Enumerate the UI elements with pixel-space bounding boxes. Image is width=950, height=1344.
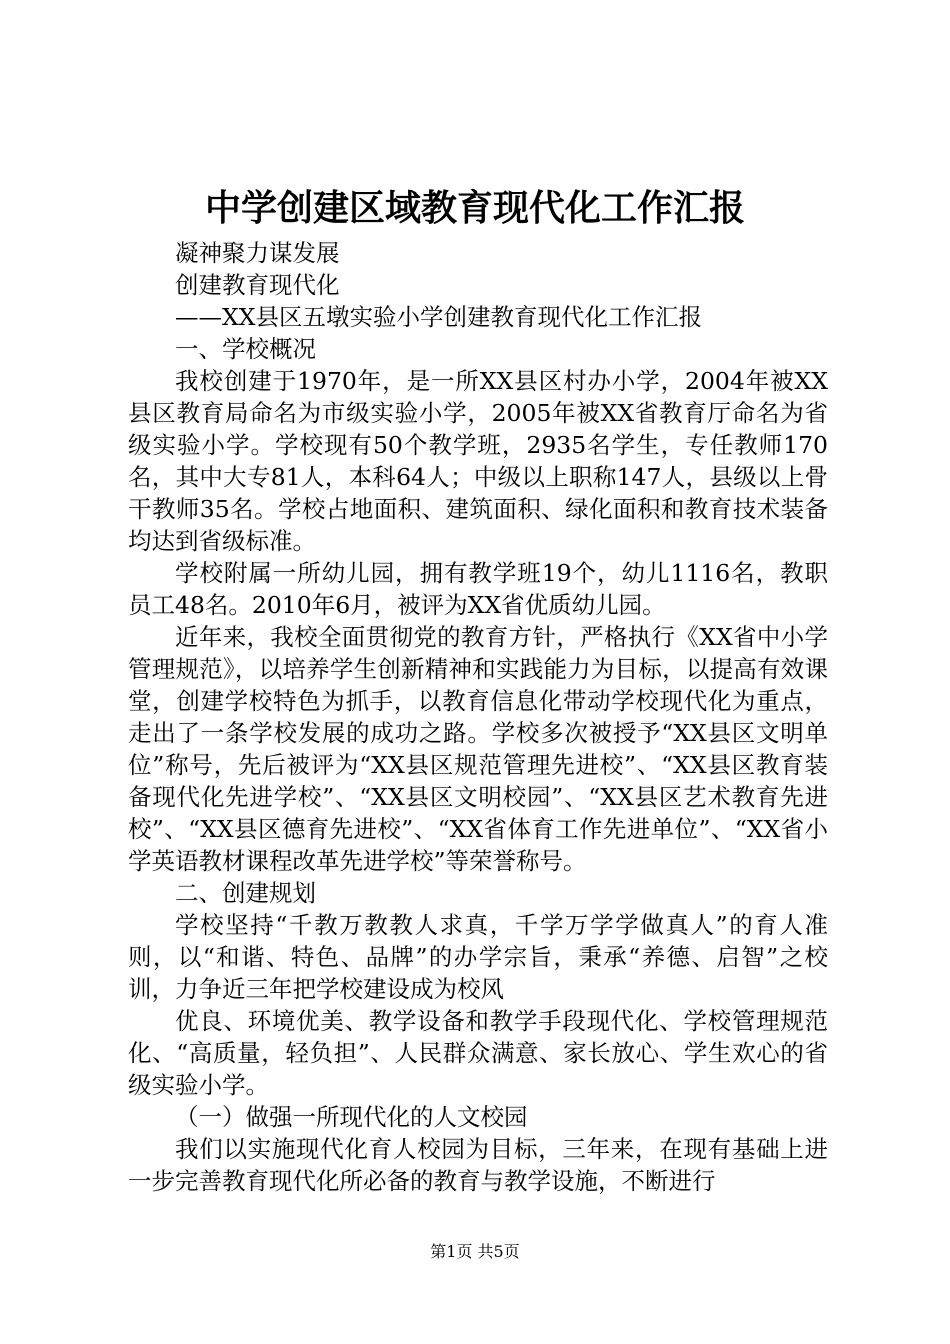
paragraph-subtitle-1: 凝神聚力谋发展 <box>175 239 340 267</box>
paragraph-subtitle-2: 创建教育现代化 <box>175 271 340 299</box>
paragraph: 学校坚持“千教万教教人求真，千学万学学做真人”的育人准则，以“和谐、特色、品牌”的办学宗旨，秉承“养德、启智”之校训，力争近三年把学校建设成为校风 <box>128 911 828 1003</box>
document-title: 中学创建区域教育现代化工作汇报 <box>204 187 745 229</box>
document-body <box>128 237 828 1197</box>
paragraph: 我们以实施现代化育人校园为目标，三年来，在现有基础上进一步完善教育现代化所必备的教育与教学设施，不断进行 <box>128 1135 828 1195</box>
paragraph-subtitle-3: ——XX县区五墩实验小学创建教育现代化工作汇报 <box>175 303 702 331</box>
paragraph: 学校附属一所幼儿园，拥有教学班19个，幼儿1116名，教职员工48名。2010年6月，被评为XX省优质幼儿园。 <box>128 559 828 619</box>
section-heading-2: 二、创建规划 <box>175 879 316 907</box>
subsection-heading-1: （一）做强一所现代化的人文校园 <box>175 1103 528 1131</box>
paragraph: 近年来，我校全面贯彻党的教育方针，严格执行《XX省中小学管理规范》，以培养学生创新精神和实践能力为目标，以提高有效课堂，创建学校特色为抓手，以教育信息化带动学校现代化为重点，走出了一条学校发展的成功之路。学校多次被授予“XX县区文明单位”称号，先后被评为“XX县区规范管理先进校”、“XX县区教育装备现代化先进学校”、“XX县区文明校园”、“XX县区艺术教育先进校”、“XX县区德育先进校”、“XX省体育工作先进单位”、“XX省小学英语教材课程改革先进学校”等荣誉称号。 <box>128 623 828 875</box>
page-footer: 第1页 共5页 <box>430 1242 520 1261</box>
paragraph: 优良、环境优美、教学设备和教学手段现代化、学校管理规范化、“高质量，轻负担”、人民群众满意、家长放心、学生欢心的省级实验小学。 <box>128 1007 828 1099</box>
paragraph: 我校创建于1970年，是一所XX县区村办小学，2004年被XX县区教育局命名为市级实验小学，2005年被XX省教育厅命名为省级实验小学。学校现有50个教学班，2935名学生，专任教师170名，其中大专81人，本科64人；中级以上职称147人，县级以上骨干教师35名。学校占地面积、建筑面积、绿化面积和教育技术装备均达到省级标准。 <box>128 367 828 555</box>
section-heading-1: 一、学校概况 <box>175 335 316 363</box>
